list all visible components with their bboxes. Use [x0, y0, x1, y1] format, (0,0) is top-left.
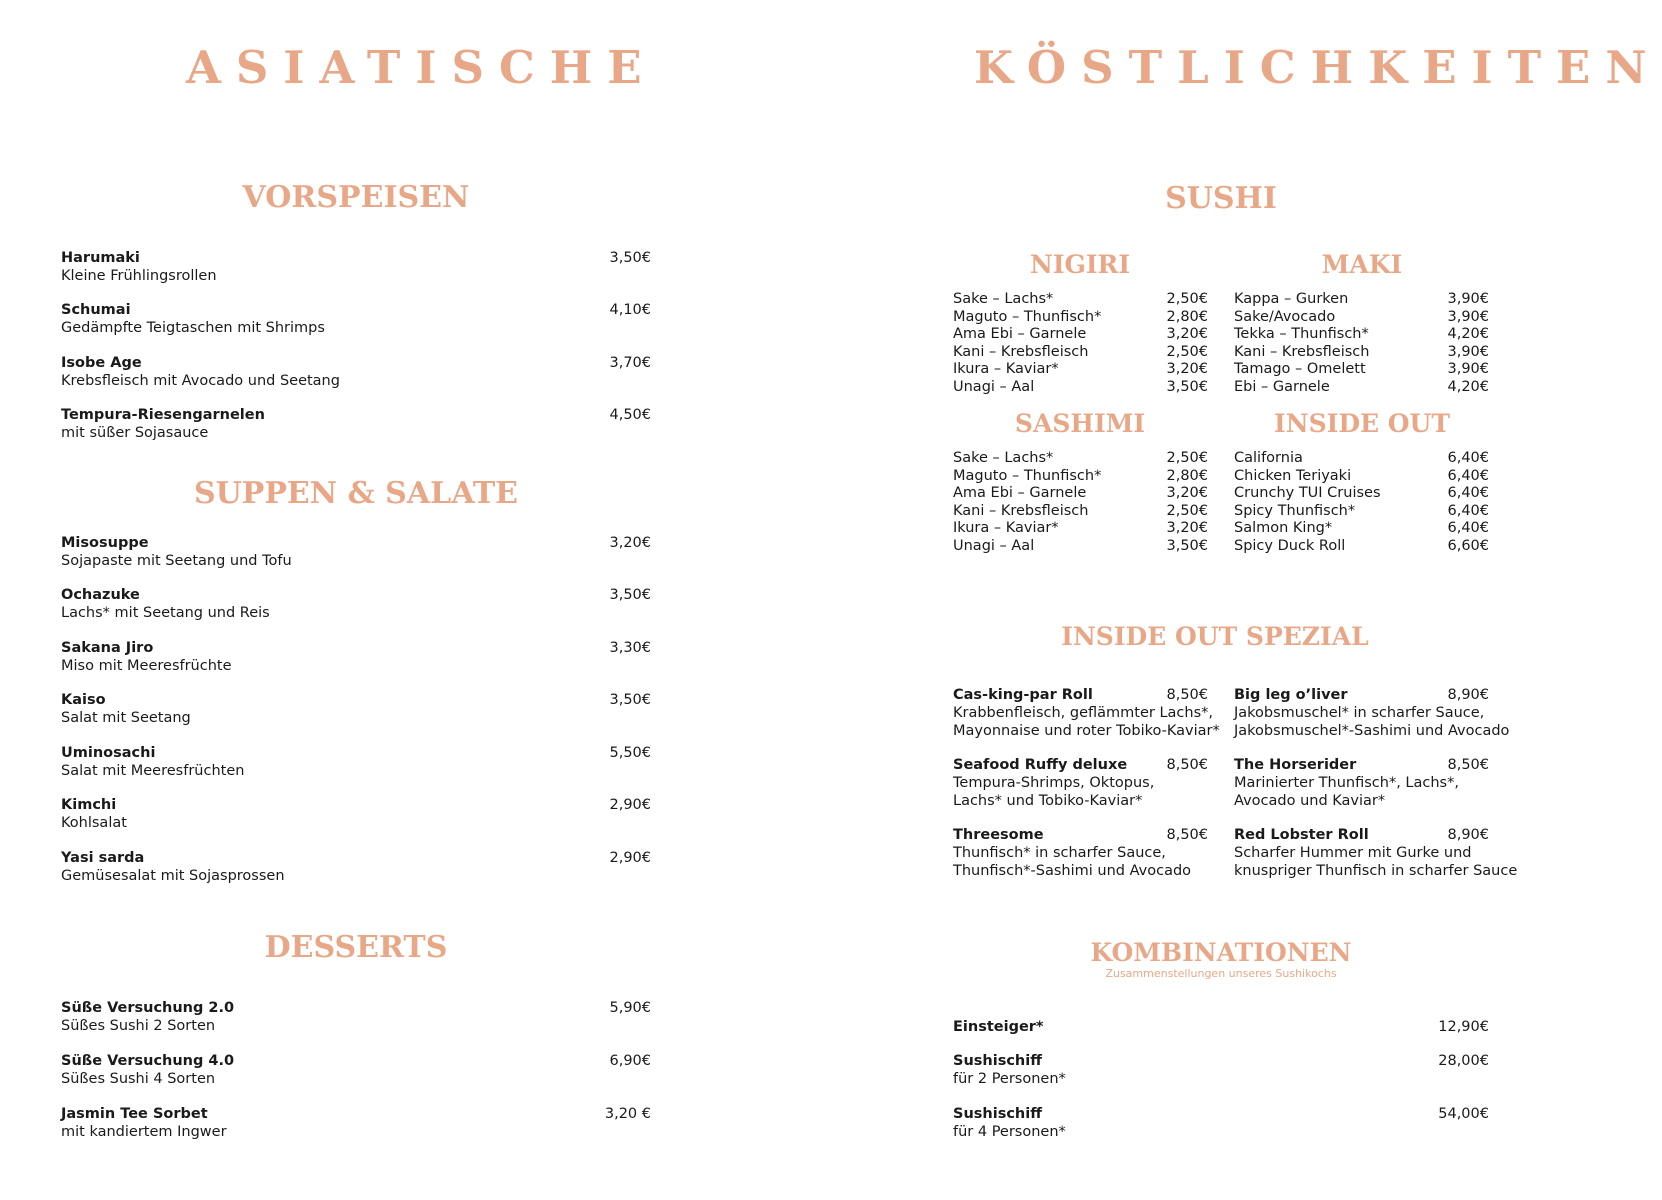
item-price: 4,10€	[609, 302, 651, 318]
item-price: 5,50€	[609, 745, 651, 761]
item-name: Sake – Lachs*	[953, 291, 1054, 307]
list-item	[1234, 309, 1489, 327]
item-price: 3,30€	[609, 640, 651, 656]
list-item	[1234, 326, 1489, 344]
item-description: Gemüsesalat mit Sojasprossen	[61, 868, 285, 884]
subsection-title-sashimi: SASHIMI	[1014, 409, 1146, 438]
item-name: Yasi sarda	[61, 850, 145, 866]
list-item	[1234, 344, 1489, 362]
item-name: Kaiso	[61, 692, 106, 708]
list-item	[1234, 503, 1489, 521]
item-price: 8,90€	[1447, 687, 1489, 703]
section-title-inside-out-spezial: INSIDE OUT SPEZIAL	[1061, 622, 1369, 651]
item-price: 5,90€	[609, 1000, 651, 1016]
item-description: Sojapaste mit Seetang und Tofu	[61, 553, 292, 569]
item-description: Jakobsmuschel* in scharfer Sauce,	[1234, 705, 1485, 721]
item-name: Ikura – Kaviar*	[953, 520, 1059, 537]
item-description: Scharfer Hummer mit Gurke und	[1234, 845, 1472, 861]
item-name: Ama Ebi – Garnele	[953, 326, 1087, 343]
item-price: 8,50€	[1166, 757, 1208, 773]
item-description: Salat mit Meeresfrüchten	[61, 763, 245, 779]
item-price: 3,20€	[1166, 361, 1208, 378]
list-item	[953, 326, 1208, 344]
menu-item	[61, 586, 651, 622]
item-price: 3,50€	[609, 250, 651, 266]
item-name: Einsteiger*	[953, 1019, 1044, 1035]
list-item	[953, 485, 1208, 503]
list-item	[953, 344, 1208, 362]
item-name: Spicy Duck Roll	[1234, 537, 1346, 554]
item-name: Unagi – Aal	[953, 378, 1035, 395]
item-price: 3,90€	[1447, 343, 1489, 360]
item-price: 6,40€	[1447, 485, 1489, 502]
item-price: 4,50€	[609, 407, 651, 423]
item-price: 2,50€	[1166, 450, 1208, 466]
page-title-left: ASIATISCHE	[186, 41, 657, 94]
section-subtitle-kombinationen: Zusammenstellungen unseres Sushikochs	[1105, 967, 1337, 980]
item-description: für 2 Personen*	[953, 1071, 1066, 1087]
item-price: 3,20€	[1166, 326, 1208, 343]
item-name: Sake – Lachs*	[953, 450, 1054, 466]
item-description: Thunfisch* in scharfer Sauce,	[953, 845, 1166, 861]
item-name: Schumai	[61, 302, 131, 318]
item-name: Sushischiff	[953, 1053, 1042, 1069]
item-description: mit kandiertem Ingwer	[61, 1124, 227, 1140]
item-name: Ama Ebi – Garnele	[953, 485, 1087, 502]
item-description: Kleine Frühlingsrollen	[61, 268, 217, 284]
menu-item	[61, 1105, 651, 1141]
item-name: Tamago – Omelett	[1234, 361, 1366, 378]
item-name: Crunchy TUI Cruises	[1234, 485, 1381, 502]
item-description: Tempura-Shrimps, Oktopus,	[953, 775, 1155, 791]
item-price: 3,50€	[1166, 537, 1208, 554]
menu-item	[61, 849, 651, 885]
item-name: California	[1234, 450, 1303, 466]
list-item	[1234, 361, 1489, 379]
item-name: Misosuppe	[61, 535, 149, 551]
nigiri-list	[953, 291, 1208, 397]
menu-item	[61, 249, 651, 285]
item-description: Kohlsalat	[61, 815, 127, 831]
item-name: The Horserider	[1234, 757, 1357, 773]
item-name: Red Lobster Roll	[1234, 827, 1369, 843]
item-price: 8,50€	[1447, 757, 1489, 773]
item-name: Threesome	[953, 827, 1044, 843]
maki-list	[1234, 291, 1489, 397]
item-price: 2,90€	[609, 850, 651, 866]
item-price: 3,50€	[609, 587, 651, 603]
menu-item	[953, 1018, 1489, 1036]
item-name: Kani – Krebsfleisch	[1234, 343, 1370, 360]
item-price: 3,20€	[1166, 485, 1208, 502]
item-name: Maguto – Thunfisch*	[953, 308, 1102, 325]
section-title-suppen-salate: SUPPEN & SALATE	[193, 476, 519, 511]
item-price: 3,90€	[1447, 361, 1489, 378]
item-name: Kani – Krebsfleisch	[953, 343, 1089, 360]
menu-item	[61, 1052, 651, 1088]
item-price: 3,50€	[609, 692, 651, 708]
item-price: 54,00€	[1438, 1106, 1489, 1122]
item-description: für 4 Personen*	[953, 1124, 1066, 1140]
subsection-title-inside-out: INSIDE OUT	[1274, 409, 1450, 438]
subsection-title-maki: MAKI	[1321, 250, 1403, 279]
item-name: Sushischiff	[953, 1106, 1042, 1122]
item-price: 3,90€	[1447, 291, 1489, 307]
item-description: Avocado und Kaviar*	[1234, 793, 1386, 809]
item-name: Süße Versuchung 4.0	[61, 1053, 235, 1069]
item-description: Lachs* mit Seetang und Reis	[61, 605, 270, 621]
item-price: 12,90€	[1438, 1019, 1489, 1035]
item-price: 6,40€	[1447, 450, 1489, 466]
item-name: Ikura – Kaviar*	[953, 361, 1059, 378]
subsection-title-nigiri: NIGIRI	[1029, 250, 1131, 279]
item-description: Lachs* und Tobiko-Kaviar*	[953, 793, 1143, 809]
item-description: Jakobsmuschel*-Sashimi und Avocado	[1234, 723, 1510, 739]
menu-item	[61, 354, 651, 390]
sashimi-list	[953, 450, 1208, 556]
menu-item	[61, 744, 651, 780]
item-description: Süßes Sushi 4 Sorten	[61, 1071, 216, 1087]
item-price: 3,70€	[609, 355, 651, 371]
item-name: Chicken Teriyaki	[1234, 467, 1352, 484]
item-price: 4,20€	[1447, 326, 1489, 343]
list-item	[1234, 291, 1489, 309]
inside-out-list	[1234, 450, 1489, 556]
item-description: Gedämpfte Teigtaschen mit Shrimps	[61, 320, 325, 336]
item-name: Maguto – Thunfisch*	[953, 467, 1102, 484]
list-item	[1234, 450, 1489, 468]
menu-item	[61, 534, 651, 570]
item-price: 3,20€	[1166, 520, 1208, 537]
item-price: 2,50€	[1166, 502, 1208, 519]
list-item	[1234, 538, 1489, 556]
item-description: Miso mit Meeresfrüchte	[61, 658, 232, 674]
item-name: Tekka – Thunfisch*	[1234, 326, 1369, 343]
item-description: Krabbenfleisch, geflämmter Lachs*,	[953, 705, 1214, 721]
section-title-desserts: DESSERTS	[264, 930, 448, 965]
item-price: 2,80€	[1166, 308, 1208, 325]
list-item	[953, 450, 1208, 468]
item-name: Uminosachi	[61, 745, 156, 761]
item-description: Salat mit Seetang	[61, 710, 191, 726]
list-item	[953, 468, 1208, 486]
item-name: Big leg o’liver	[1234, 687, 1348, 703]
item-price: 2,80€	[1166, 467, 1208, 484]
menu-item	[61, 796, 651, 832]
item-name: Tempura-Riesengarnelen	[61, 407, 265, 423]
item-description: Marinierter Thunfisch*, Lachs*,	[1234, 775, 1459, 791]
spezial-item	[1234, 756, 1489, 810]
item-description: Krebsfleisch mit Avocado und Seetang	[61, 373, 340, 389]
item-price: 3,20 €	[604, 1106, 651, 1122]
item-name: Salmon King*	[1234, 520, 1333, 537]
item-price: 3,90€	[1447, 308, 1489, 325]
menu-item	[61, 639, 651, 675]
spezial-item	[953, 686, 1220, 740]
section-title-sushi: SUSHI	[1165, 181, 1277, 216]
item-description: Thunfisch*-Sashimi und Avocado	[953, 863, 1192, 879]
item-description: Mayonnaise und roter Tobiko-Kaviar*	[953, 723, 1220, 739]
item-price: 8,90€	[1447, 827, 1489, 843]
section-title-vorspeisen: VORSPEISEN	[242, 180, 470, 215]
item-name: Kappa – Gurken	[1234, 291, 1349, 307]
item-name: Jasmin Tee Sorbet	[61, 1106, 208, 1122]
item-price: 3,50€	[1166, 378, 1208, 395]
menu-item	[953, 1052, 1489, 1088]
menu-item	[61, 301, 651, 337]
section-title-kombinationen: KOMBINATIONEN	[1090, 938, 1352, 967]
item-name: Cas-king-par Roll	[953, 687, 1093, 703]
item-price: 6,40€	[1447, 467, 1489, 484]
item-name: Ebi – Garnele	[1234, 378, 1330, 395]
list-item	[953, 309, 1208, 327]
list-item	[953, 520, 1208, 538]
item-name: Kani – Krebsfleisch	[953, 502, 1089, 519]
item-price: 6,40€	[1447, 520, 1489, 537]
list-item	[953, 361, 1208, 379]
item-price: 28,00€	[1438, 1053, 1489, 1069]
item-description: Süßes Sushi 2 Sorten	[61, 1018, 216, 1034]
item-price: 6,60€	[1447, 537, 1489, 554]
item-name: Süße Versuchung 2.0	[61, 1000, 235, 1016]
item-price: 6,40€	[1447, 502, 1489, 519]
item-name: Spicy Thunfisch*	[1234, 502, 1356, 519]
menu-item	[61, 406, 651, 442]
item-description: knuspriger Thunfisch in scharfer Sauce	[1234, 863, 1518, 879]
item-price: 2,50€	[1166, 343, 1208, 360]
spezial-item	[953, 756, 1208, 810]
item-name: Sake/Avocado	[1234, 308, 1336, 325]
spezial-item	[1234, 686, 1510, 740]
item-name: Ochazuke	[61, 587, 140, 603]
menu-item	[953, 1105, 1489, 1141]
list-item	[953, 291, 1208, 309]
item-name: Unagi – Aal	[953, 537, 1035, 554]
item-price: 4,20€	[1447, 378, 1489, 395]
item-price: 3,20€	[609, 535, 651, 551]
item-name: Sakana Jiro	[61, 640, 154, 656]
spezial-item	[953, 826, 1208, 880]
item-price: 8,50€	[1166, 827, 1208, 843]
page-title-right: KÖSTLICHKEITEN	[974, 41, 1662, 94]
item-price: 8,50€	[1166, 687, 1208, 703]
menu-item	[61, 691, 651, 727]
list-item	[953, 538, 1208, 556]
spezial-item	[1234, 826, 1518, 880]
menu-item	[61, 999, 651, 1035]
item-description: mit süßer Sojasauce	[61, 425, 209, 441]
item-price: 2,50€	[1166, 291, 1208, 307]
item-name: Isobe Age	[61, 355, 142, 371]
item-name: Harumaki	[61, 250, 140, 266]
list-item	[953, 379, 1208, 397]
list-item	[1234, 485, 1489, 503]
list-item	[953, 503, 1208, 521]
item-name: Kimchi	[61, 797, 117, 813]
list-item	[1234, 468, 1489, 486]
item-name: Seafood Ruffy deluxe	[953, 757, 1128, 773]
item-price: 6,90€	[609, 1053, 651, 1069]
list-item	[1234, 379, 1489, 397]
list-item	[1234, 520, 1489, 538]
item-price: 2,90€	[609, 797, 651, 813]
